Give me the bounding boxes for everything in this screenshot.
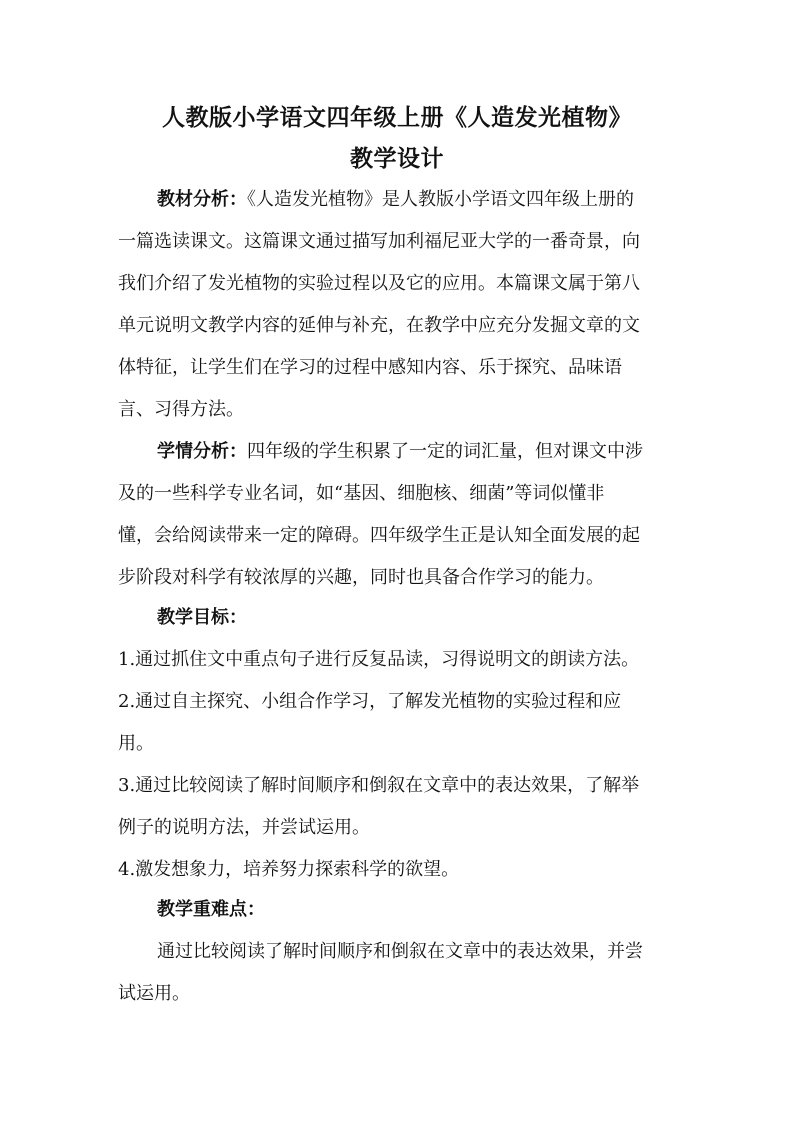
- material-analysis-line: [157, 187, 678, 213]
- key-points-heading: 教学重难点：: [157, 899, 265, 920]
- student-analysis-line: 及的一些科学专业名词，如“基因、细胞核、细菌”等词似懂非: [118, 483, 605, 504]
- objective-item: 1.通过抓住文中重点句子进行反复品读，习得说明文的朗读方法。: [118, 649, 640, 670]
- student-analysis-line: 步阶段对科学有较浓厚的兴趣，同时也具备合作学习的能力。: [118, 567, 604, 588]
- objective-item: 用。: [118, 733, 154, 754]
- student-analysis-label: 学情分析：: [157, 441, 247, 462]
- key-points-line: 试运用。: [118, 983, 190, 1004]
- document-subtitle: 教学设计: [350, 145, 444, 172]
- material-analysis-line: 体特征，让学生们在学习的过程中感知内容、乐于探究、品味语: [118, 357, 622, 378]
- material-analysis-line: 一篇选读课文。这篇课文通过描写加利福尼亚大学的一番奇景，向: [118, 231, 640, 252]
- material-analysis-label: 教材分析：: [157, 189, 247, 210]
- objective-item: 2.通过自主探究、小组合作学习，了解发光植物的实验过程和应: [118, 691, 622, 712]
- student-analysis-line: [157, 439, 678, 465]
- key-points-line: 通过比较阅读了解时间顺序和倒叙在文章中的表达效果，并尝: [157, 941, 643, 962]
- objective-item: 例子的说明方法，并尝试运用。: [118, 817, 370, 838]
- student-analysis-text: 四年级的学生积累了一定的词汇量，但对课文中涉: [247, 441, 643, 462]
- material-analysis-text: 《人造发光植物》是人教版小学语文四年级上册的: [247, 189, 634, 210]
- material-analysis-line: 单元说明文教学内容的延伸与补充，在教学中应充分发掘文章的文: [118, 315, 640, 336]
- document-title: 人教版小学语文四年级上册《人造发光植物》: [162, 104, 632, 131]
- student-analysis-line: 懂，会给阅读带来一定的障碍。四年级学生正是认知全面发展的起: [118, 525, 640, 546]
- material-analysis-line: 言、习得方法。: [118, 399, 244, 420]
- objective-item: 3.通过比较阅读了解时间顺序和倒叙在文章中的表达效果，了解举: [118, 775, 640, 796]
- material-analysis-line: 我们介绍了发光植物的实验过程以及它的应用。本篇课文属于第八: [118, 273, 640, 294]
- objective-item: 4.激发想象力，培养努力探索科学的欲望。: [118, 859, 460, 880]
- objectives-heading: 教学目标：: [157, 607, 247, 628]
